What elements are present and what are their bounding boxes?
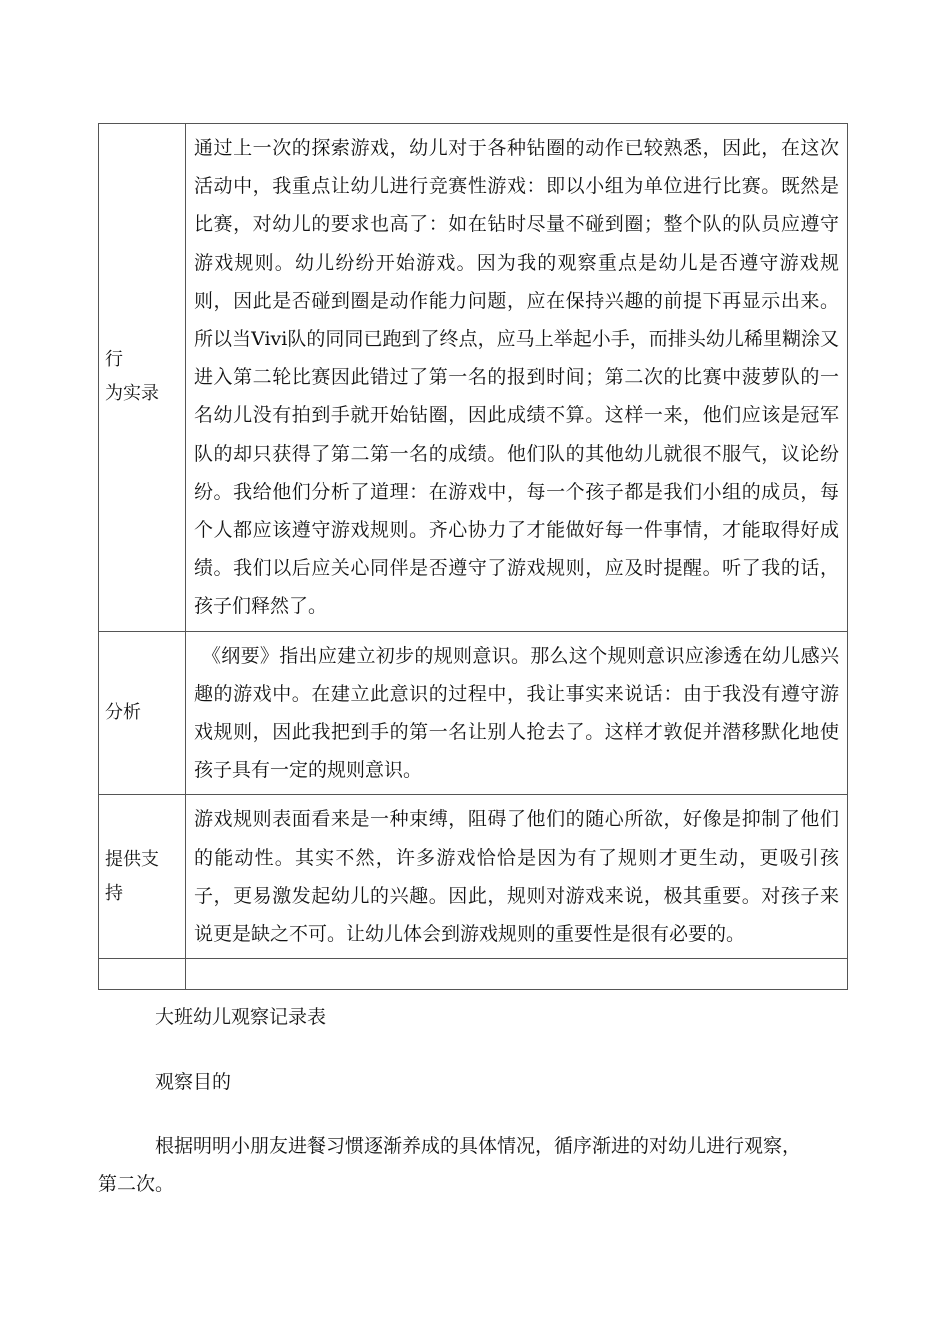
row-text-behavior: 通过上一次的探索游戏，幼儿对于各种钻圈的动作已较熟悉，因此，在这次活动中，我重点让幼儿进行竞赛性游戏：即以小组为单位进行比赛。既然是比赛，对幼儿的要求也高了：如在钻时尽量不碰到圈；整个队的队员应遵守游戏规则。幼儿纷纷开始游戏。因为我的观察重点是幼儿是否遵守游戏规则，因此是否碰到圈是动作能力问题，应在保持兴趣的前提下再显示出来。所以当Vivi队的同同已跑到了终点，应马上举起小手，而排头幼儿稀里糊涂又进入第二轮比赛因此错过了第一名的报到时间；第二次的比赛中菠萝队的一名幼儿没有拍到手就开始钻圈，因此成绩不算。这样一来，他们应该是冠军队的却只获得了第二第一名的成绩。他们队的其他幼儿就很不服气，议论纷纷。我给他们分析了道理：在游戏中，每一个孩子都是我们小组的成员，每个人都应该遵守游戏规则。齐心协力了才能做好每一件事情，才能取得好成绩。我们以后应关心同伴是否遵守了游戏规则，应及时提醒。听了我的话，孩子们释然了。 [186,124,848,632]
section-body: 根据明明小朋友进餐习惯逐渐养成的具体情况，循序渐进的对幼儿进行观察，第二次。 [98,1135,802,1195]
row-label-behavior-line1: 行 [105,349,123,371]
table-row [99,124,848,632]
row-label-behavior-line2: 为实录 [105,383,159,405]
section-title: 大班幼儿观察记录表 [155,1006,327,1028]
row-label-support [99,795,186,959]
row-label-support-line1: 提供支 [105,848,159,870]
row-label-analysis: 分析 [99,631,186,795]
empty-cell [186,959,848,990]
table-row [99,795,848,959]
empty-cell [99,959,186,990]
row-text-analysis: 《纲要》指出应建立初步的规则意识。那么这个规则意识应渗透在幼儿感兴趣的游戏中。在建立此意识的过程中，我让事实来说话：由于我没有遵守游戏规则，因此我把到手的第一名让别人抢去了。这样才敦促并潜移默化地使孩子具有一定的规则意识。 [186,631,848,795]
row-label-support-line2: 持 [105,882,123,904]
table-row [99,631,848,795]
table-row-empty [99,959,848,990]
row-label-behavior [99,124,186,632]
row-text-support: 游戏规则表面看来是一种束缚，阻碍了他们的随心所欲，好像是抑制了他们的能动性。其实不然，许多游戏恰恰是因为有了规则才更生动，更吸引孩子，更易激发起幼儿的兴趣。因此，规则对游戏来说，极其重要。对孩子来说更是缺之不可。让幼儿体会到游戏规则的重要性是很有必要的。 [186,795,848,959]
section-subtitle: 观察目的 [155,1071,232,1093]
observation-record-table [98,123,848,990]
